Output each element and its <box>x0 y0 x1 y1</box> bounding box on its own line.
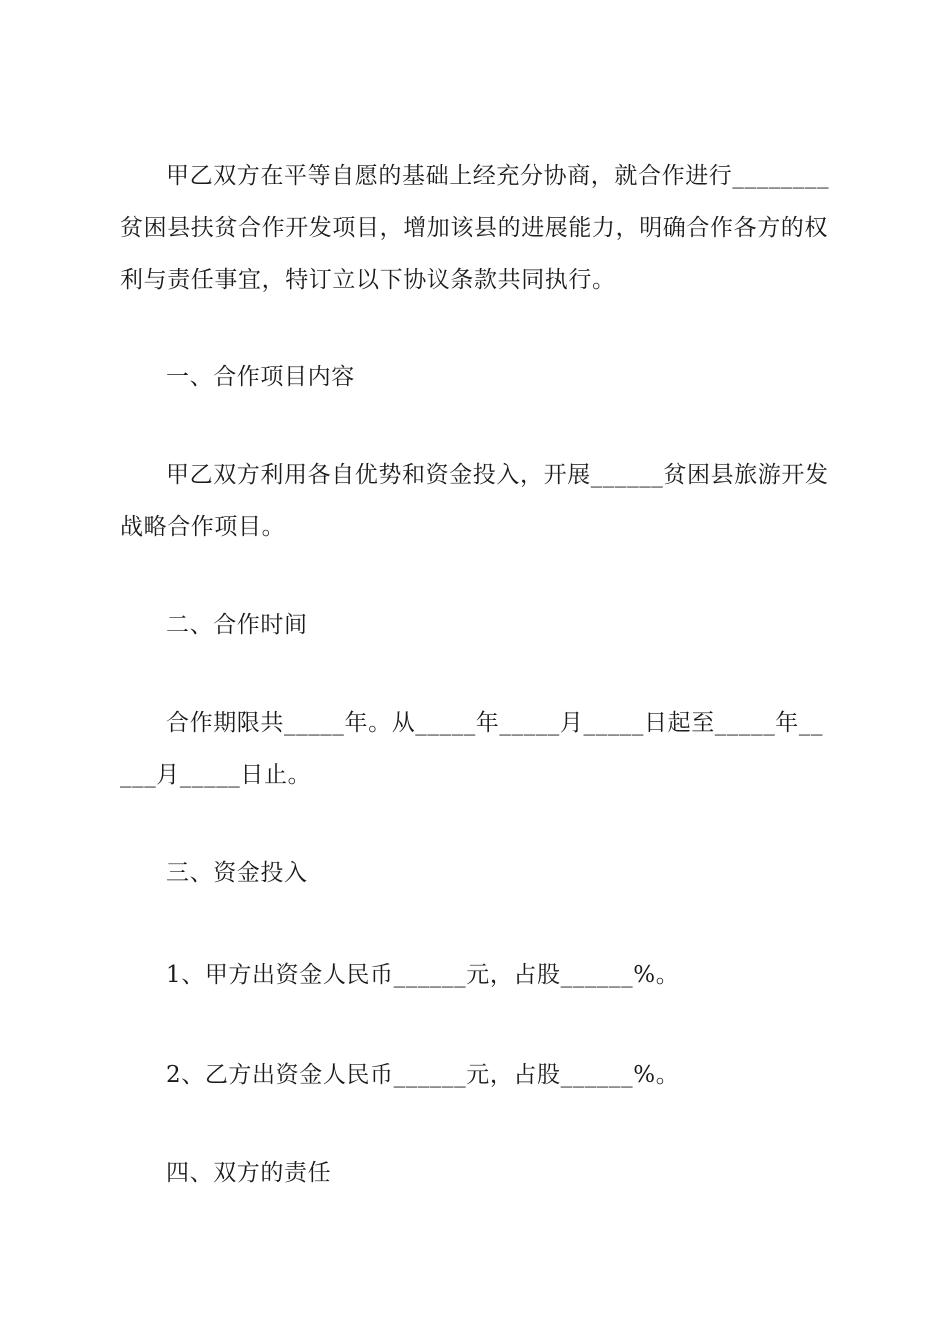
capital-item-party-b: 2、乙方出资金人民币______元，占股______%。 <box>166 1062 680 1088</box>
project-content-paragraph: 甲乙双方利用各自优势和资金投入，开展______贫困县旅游开发战略合作项目。 <box>120 462 829 540</box>
section-heading-responsibilities: 四、双方的责任 <box>166 1160 332 1186</box>
section-heading-project-content: 一、合作项目内容 <box>166 364 355 390</box>
intro-paragraph: 甲乙双方在平等自愿的基础上经充分协商，就合作进行________贫困县扶贫合作开发项目，增加该县的进展能力，明确合作各方的权利与责任事宜，特订立以下协议条款共同执行。 <box>120 163 830 293</box>
capital-item-party-a: 1、甲方出资金人民币______元，占股______%。 <box>166 962 680 988</box>
section-heading-capital-investment: 三、资金投入 <box>166 860 308 886</box>
cooperation-time-paragraph: 合作期限共_____年。从_____年_____月_____日起至_____年_____月_____日止。 <box>120 710 824 788</box>
section-heading-cooperation-time: 二、合作时间 <box>166 612 308 638</box>
